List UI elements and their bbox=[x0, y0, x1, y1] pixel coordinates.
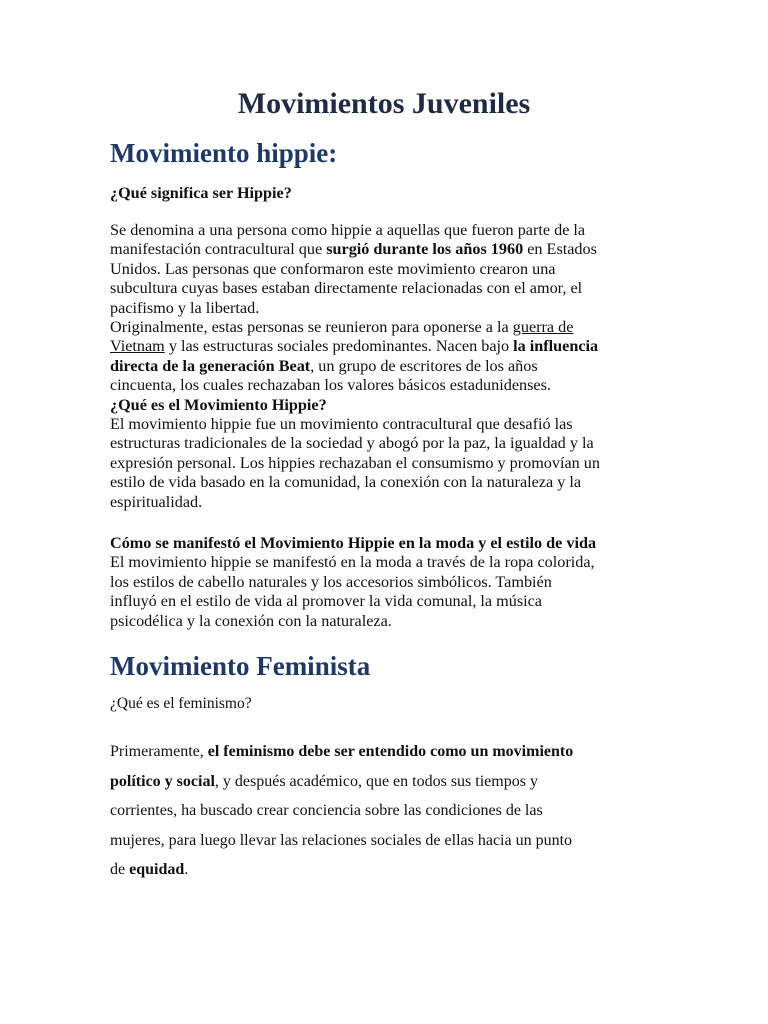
heading-feminista: Movimiento Feminista bbox=[110, 651, 371, 681]
text-line bbox=[110, 737, 670, 767]
text-line: Unidos. Las personas que conformaron este movimiento crearon una bbox=[110, 259, 556, 278]
vietnam-link[interactable]: Vietnam bbox=[110, 337, 165, 356]
text-line bbox=[110, 337, 670, 356]
bold-run: político y social bbox=[110, 772, 215, 790]
question-text: ¿Qué es el feminismo? bbox=[110, 695, 252, 712]
bold-run: el feminismo debe ser entendido como un movimiento bbox=[207, 743, 574, 760]
text-line: cincuenta, los cuales rechazaban los valores básicos estadunidenses. bbox=[110, 376, 551, 395]
text-line: expresión personal. Los hippies rechazaban el consumismo y promovían un bbox=[110, 453, 600, 472]
bold-run: equidad bbox=[129, 861, 185, 878]
bold-run: surgió durante los años 1960 bbox=[326, 240, 524, 259]
text-line: subcultura cuyas bases estaban directamente relacionadas con el amor, el bbox=[110, 279, 583, 298]
text-run: manifestación contracultural que bbox=[110, 240, 327, 259]
text-run: de bbox=[110, 861, 130, 878]
text-line: mujeres, para luego llevar las relaciones sociales de ellas hacia un punto bbox=[110, 831, 573, 849]
text-line bbox=[110, 240, 670, 259]
heading-hippie: Movimiento hippie: bbox=[110, 138, 338, 168]
text-line: El movimiento hippie fue un movimiento contracultural que desafió las bbox=[110, 415, 573, 434]
vietnam-link[interactable]: guerra de bbox=[512, 318, 574, 337]
text-line: pacifismo y la libertad. bbox=[110, 298, 260, 317]
bold-run: directa de la generación Beat bbox=[110, 356, 311, 375]
text-run: y las estructuras sociales predominantes. Nacen bajo bbox=[164, 337, 514, 356]
text-line: corrientes, ha buscado crear conciencia sobre las condiciones de las bbox=[110, 802, 543, 819]
text-run: . bbox=[184, 861, 189, 878]
paragraph-hippie-moda bbox=[110, 534, 670, 631]
text-line bbox=[110, 318, 670, 337]
text-line: influyó en el estilo de vida al promover la vida comunal, la música bbox=[110, 592, 542, 611]
text-line bbox=[110, 855, 670, 885]
question-text: ¿Qué es el Movimiento Hippie? bbox=[110, 395, 327, 414]
text-run: , un grupo de escritores de los años bbox=[310, 356, 538, 375]
paragraph-hippie-definition bbox=[110, 221, 670, 512]
text-run: , y después académico, que en todos sus tiempos y bbox=[214, 772, 538, 790]
bold-run: la influencia bbox=[513, 337, 599, 356]
page-title: Movimientos Juveniles bbox=[237, 87, 531, 120]
text-line: espiritualidad. bbox=[110, 492, 203, 511]
question-text: ¿Qué significa ser Hippie? bbox=[110, 184, 292, 202]
text-line: estructuras tradicionales de la sociedad y abogó por la paz, la igualdad y la bbox=[110, 434, 594, 453]
text-line bbox=[110, 357, 670, 376]
question-feminismo bbox=[110, 694, 670, 713]
paragraph-feminismo bbox=[110, 737, 670, 885]
text-line: El movimiento hippie se manifestó en la moda a través de la ropa colorida, bbox=[110, 553, 595, 572]
question-text: Cómo se manifestó el Movimiento Hippie en la moda y el estilo de vida bbox=[110, 534, 597, 552]
text-run: en Estados bbox=[523, 240, 597, 259]
text-line: estilo de vida basado en la comunidad, la conexión con la naturaleza y la bbox=[110, 473, 582, 492]
question-que-significa bbox=[110, 184, 670, 203]
text-line: Se denomina a una persona como hippie a aquellas que fueron parte de la bbox=[110, 221, 586, 239]
text-line: los estilos de cabello naturales y los accesorios simbólicos. También bbox=[110, 572, 552, 591]
text-line: psicodélica y la conexión con la naturaleza. bbox=[110, 611, 392, 630]
text-run: Originalmente, estas personas se reunieron para oponerse a la bbox=[110, 318, 513, 337]
text-line bbox=[110, 767, 670, 797]
text-run: Primeramente, bbox=[110, 743, 208, 760]
